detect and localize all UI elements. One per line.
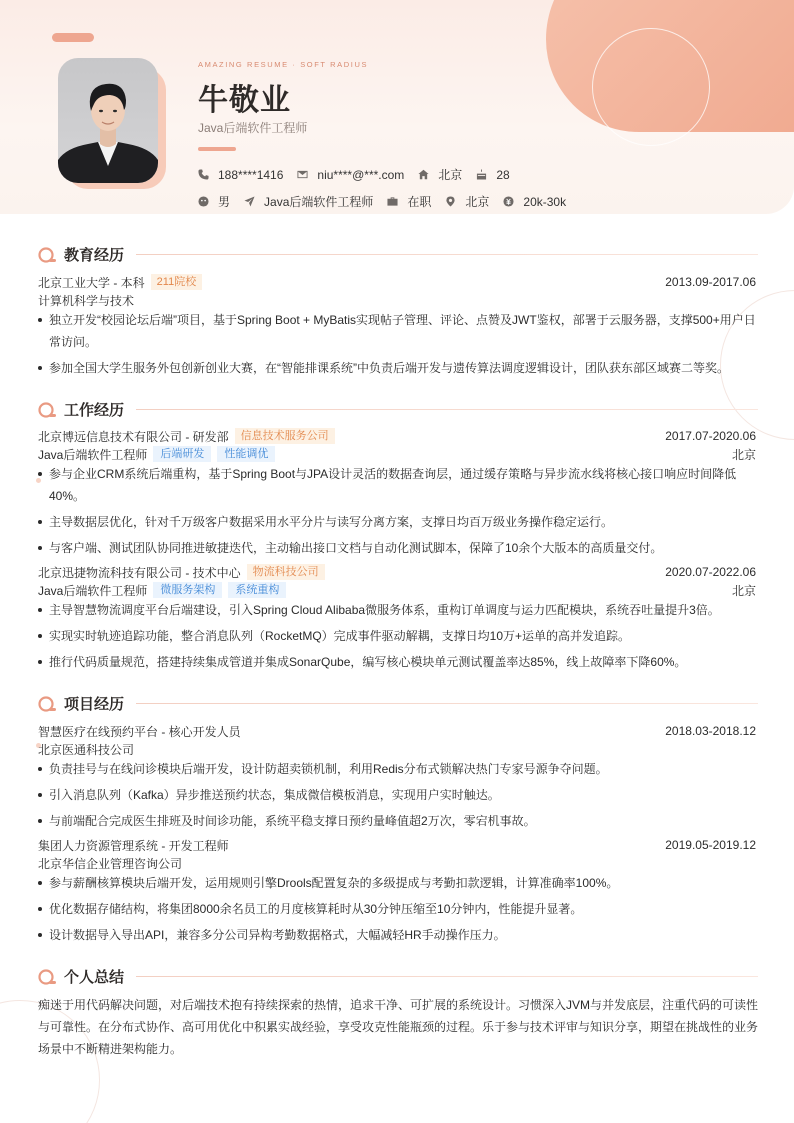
job-position: Java后端软件工程师 (38, 583, 148, 598)
section-divider (136, 976, 758, 977)
job-position-row (38, 582, 756, 598)
education-bullet: 参加全国大学生服务外包创新创业大赛，在“智能排课系统”中负责后端开发与遗传算法调度逻辑设计，团队获东部区域赛二等奖。 (38, 357, 756, 379)
company-name: 北京博远信息技术有限公司 - 研发部 (38, 429, 229, 444)
candidate-name: 牛敬业 (198, 84, 291, 117)
job-position-row (38, 446, 756, 462)
job-status-text: 在职 (407, 195, 432, 209)
section-summary-header (38, 966, 758, 987)
salary-icon (503, 196, 514, 207)
send-icon (244, 196, 255, 207)
target-city-info (445, 193, 489, 210)
project-bullet: 引入消息队列（Kafka）异步推送预约状态，集成微信模板消息，实现用户实时触达。 (38, 784, 756, 806)
home-icon (418, 169, 429, 180)
project-row (38, 723, 756, 739)
age-text: 28 (496, 167, 510, 182)
section-title: 教育经历 (64, 247, 125, 264)
email-text: niu****@***.com (317, 167, 405, 182)
project-period: 2019.05-2019.12 (665, 838, 756, 852)
job-bullet: 主导数据层优化，针对千万级客户数据采用水平分片与读写分离方案，支撑日均百万级业务操作稳定运行。 (38, 511, 756, 533)
project-name: 集团人力资源管理系统 - 开发工程师 (38, 838, 229, 853)
skill-tag: 系统重构 (228, 582, 286, 598)
city-info (418, 166, 462, 183)
section-education-header (38, 244, 758, 265)
job-status-info (387, 193, 431, 210)
section-marker-icon (38, 401, 56, 419)
job-city: 北京 (731, 583, 756, 598)
section-marker-icon (38, 246, 56, 264)
name-underline (198, 147, 236, 151)
phone-icon (198, 169, 209, 180)
project-bullet: 优化数据存储结构，将集团8000余名员工的月度核算耗时从30分钟压缩至10分钟内，性能提升显著。 (38, 898, 756, 920)
avatar-illustration (58, 58, 158, 183)
job-period: 2017.07-2020.06 (665, 429, 756, 443)
section-divider (136, 409, 758, 410)
education-bullet: 独立开发“校园论坛后端”项目，基于Spring Boot + MyBatis实现帖子管理、评论、点赞及JWT鉴权，部署于云服务器，支撑500+用户日常访问。 (38, 309, 756, 353)
project-org-row (38, 741, 756, 757)
phone-text: 188****1416 (218, 167, 284, 182)
gender-info (198, 193, 230, 210)
project-org: 北京华信企业管理咨询公司 (38, 856, 183, 871)
school-name: 北京工业大学 - 本科 (38, 275, 145, 290)
contact-row (198, 166, 524, 183)
gender-text: 男 (218, 195, 231, 209)
phone-info (198, 168, 283, 182)
job-period: 2020.07-2022.06 (665, 565, 756, 579)
project-bullet: 参与薪酬核算模块后端开发，运用规则引擎Drools配置复杂的多级提成与考勤扣款逻辑，计算准确率100%。 (38, 872, 756, 894)
target-position-text: Java后端软件工程师 (264, 195, 374, 209)
job-bullet: 主导智慧物流调度平台后端建设，引入Spring Cloud Alibaba微服务体系，重构订单调度与运力匹配模块，系统吞吐量提升3倍。 (38, 599, 756, 621)
summary-text: 痴迷于用代码解决问题，对后端技术抱有持续探索的热情，追求干净、可扩展的系统设计。习惯深入JVM与并发底层，注重代码的可读性与可靠性。在分布式协作、高可用优化中积累实战经验，享受攻克性能瓶颈的过程。乐于参与技术评审与知识分享，期望在挑战性的业务场景中不断精进架构能力。 (38, 998, 759, 1056)
gender-icon (198, 196, 209, 207)
education-period: 2013.09-2017.06 (665, 275, 756, 289)
skill-tag: 性能调优 (217, 446, 275, 462)
section-title: 个人总结 (64, 969, 125, 986)
city-text: 北京 (438, 168, 463, 182)
section-divider (136, 703, 758, 704)
company-name: 北京迅捷物流科技有限公司 - 技术中心 (38, 565, 241, 580)
section-marker-icon (38, 695, 56, 713)
job-bullet: 参与企业CRM系统后端重构，基于Spring Boot与JPA设计灵活的数据查询层，通过缓存策略与异步流水线将核心接口响应时间降低40%。 (38, 463, 756, 507)
skill-tag: 后端研发 (153, 446, 211, 462)
section-divider (136, 254, 758, 255)
job-position: Java后端软件工程师 (38, 447, 148, 462)
candidate-role: Java后端软件工程师 (198, 121, 308, 135)
project-bullet: 设计数据导入导出API，兼容多分公司异构考勤数据格式，大幅减轻HR手动操作压力。 (38, 924, 756, 946)
project-period: 2018.03-2018.12 (665, 724, 756, 738)
job-bullet: 实现实时轨迹追踪功能，整合消息队列（RocketMQ）完成事件驱动解耦，支撑日均10万+运单的高并发追踪。 (38, 625, 756, 647)
section-title: 项目经历 (64, 696, 125, 713)
avatar-photo (58, 58, 158, 183)
briefcase-icon (387, 196, 398, 207)
header-decor-ring (592, 28, 710, 146)
profile-row (198, 193, 580, 210)
section-title: 工作经历 (64, 402, 125, 419)
accent-pill (52, 33, 94, 42)
job-bullet: 与客户端、测试团队协同推进敏捷迭代，主动输出接口文档与自动化测试脚本，保障了10余个大版本的高质量交付。 (38, 537, 756, 559)
project-org: 北京医通科技公司 (38, 742, 135, 757)
location-pin-icon (445, 196, 456, 207)
education-row (38, 274, 756, 290)
age-info (476, 168, 509, 182)
major-name: 计算机科学与技术 (38, 293, 135, 308)
target-city-text: 北京 (465, 195, 490, 209)
project-org-row (38, 855, 756, 871)
section-projects-header (38, 693, 758, 714)
email-info (297, 168, 404, 182)
project-name: 智慧医疗在线预约平台 - 核心开发人员 (38, 724, 241, 739)
job-city: 北京 (731, 447, 756, 462)
cake-icon (476, 169, 487, 180)
salary-info (503, 195, 566, 209)
section-work-header (38, 399, 758, 420)
skill-tag: 微服务架构 (153, 582, 222, 598)
job-company-row (38, 428, 756, 444)
project-bullet: 负责挂号与在线问诊模块后端开发，设计防超卖锁机制，利用Redis分布式锁解决热门专家号源争夺问题。 (38, 758, 756, 780)
mail-icon (297, 169, 308, 180)
project-bullet: 与前端配合完成医生排班及时间诊功能，系统平稳支撑日预约量峰值超2万次，零宕机事故。 (38, 810, 756, 832)
job-bullet: 推行代码质量规范，搭建持续集成管道并集成SonarQube，编写核心模块单元测试覆盖率达85%，线上故障率下降60%。 (38, 651, 756, 673)
industry-tag: 信息技术服务公司 (235, 428, 335, 444)
job-company-row (38, 564, 756, 580)
school-tag: 211院校 (151, 274, 203, 290)
major-row (38, 292, 756, 308)
section-marker-icon (38, 968, 56, 986)
resume-tagline: AMAZING RESUME · SOFT RADIUS (198, 60, 369, 69)
target-position-info (244, 193, 373, 210)
salary-text: 20k-30k (523, 194, 567, 209)
project-row (38, 837, 756, 853)
industry-tag: 物流科技公司 (247, 564, 325, 580)
